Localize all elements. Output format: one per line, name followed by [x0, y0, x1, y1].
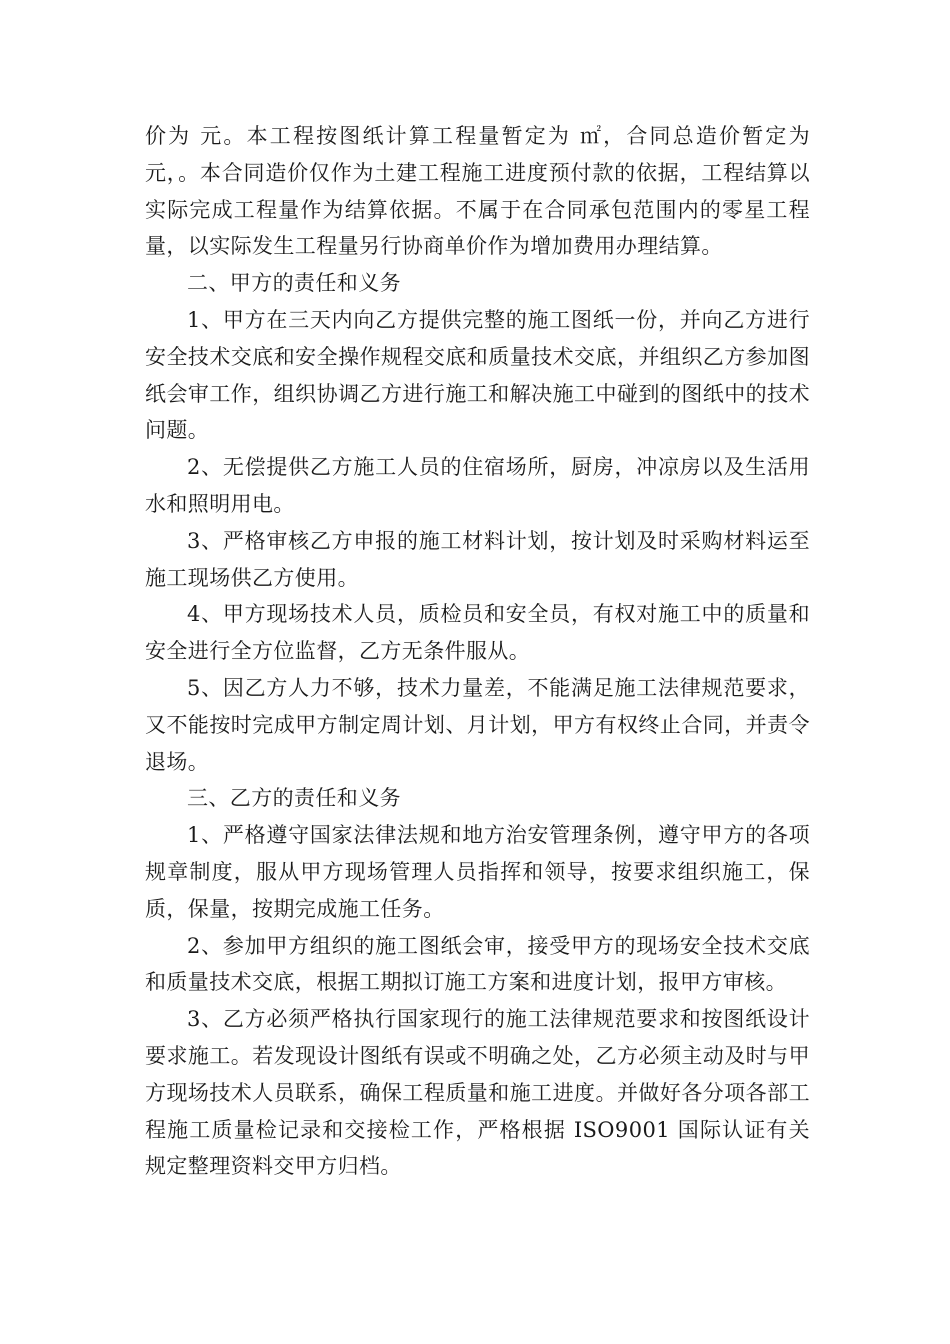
- paragraph-party-b-2: 2、参加甲方组织的施工图纸会审，接受甲方的现场安全技术交底和质量技术交底，根据工期拟订施工方案和进度计划，报甲方审核。: [145, 933, 810, 995]
- paragraph-party-a-3: 3、严格审核乙方申报的施工材料计划，按计划及时采购材料运至施工现场供乙方使用。: [145, 528, 810, 590]
- paragraph-price-terms: 价为 元。本工程按图纸计算工程量暂定为 ㎡，合同总造价暂定为元，。本合同造价仅作为土建工程施工进度预付款的依据，工程结算以实际完成工程量作为结算依据。不属于在合同承包范围内的零星工程量，以实际发生工程量另行协商单价作为增加费用办理结算。: [145, 124, 810, 259]
- paragraph-party-a-1: 1、甲方在三天内向乙方提供完整的施工图纸一份，并向乙方进行安全技术交底和安全操作规程交底和质量技术交底，并组织乙方参加图纸会审工作，组织协调乙方进行施工和解决施工中碰到的图纸中的技术问题。: [145, 307, 810, 443]
- heading-party-a-duties: 二、甲方的责任和义务: [187, 271, 401, 296]
- document-body: [145, 118, 810, 1185]
- paragraph-party-a-2: 2、无偿提供乙方施工人员的住宿场所，厨房，冲凉房以及生活用水和照明用电。: [145, 455, 810, 516]
- heading-party-b-duties: 三、乙方的责任和义务: [187, 786, 401, 811]
- paragraph-party-a-4: 4、甲方现场技术人员，质检员和安全员，有权对施工中的质量和安全进行全方位监督，乙方无条件服从。: [145, 602, 810, 664]
- paragraph-party-a-5: 5、因乙方人力不够，技术力量差，不能满足施工法律规范要求，又不能按时完成甲方制定周计划、月计划，甲方有权终止合同，并责令退场。: [145, 675, 810, 774]
- paragraph-party-b-3: 3、乙方必须严格执行国家现行的施工法律规范要求和按图纸设计要求施工。若发现设计图纸有误或不明确之处，乙方必须主动及时与甲方现场技术人员联系，确保工程质量和施工进度。并做好各分项各部工程施工质量检记录和交接检工作，严格根据 ISO9001 国际认证有关规定整理资料交甲方归档。: [145, 1007, 810, 1179]
- paragraph-party-b-1: 1、严格遵守国家法律法规和地方治安管理条例，遵守甲方的各项规章制度，服从甲方现场管理人员指挥和领导，按要求组织施工，保质，保量，按期完成施工任务。: [145, 823, 810, 921]
